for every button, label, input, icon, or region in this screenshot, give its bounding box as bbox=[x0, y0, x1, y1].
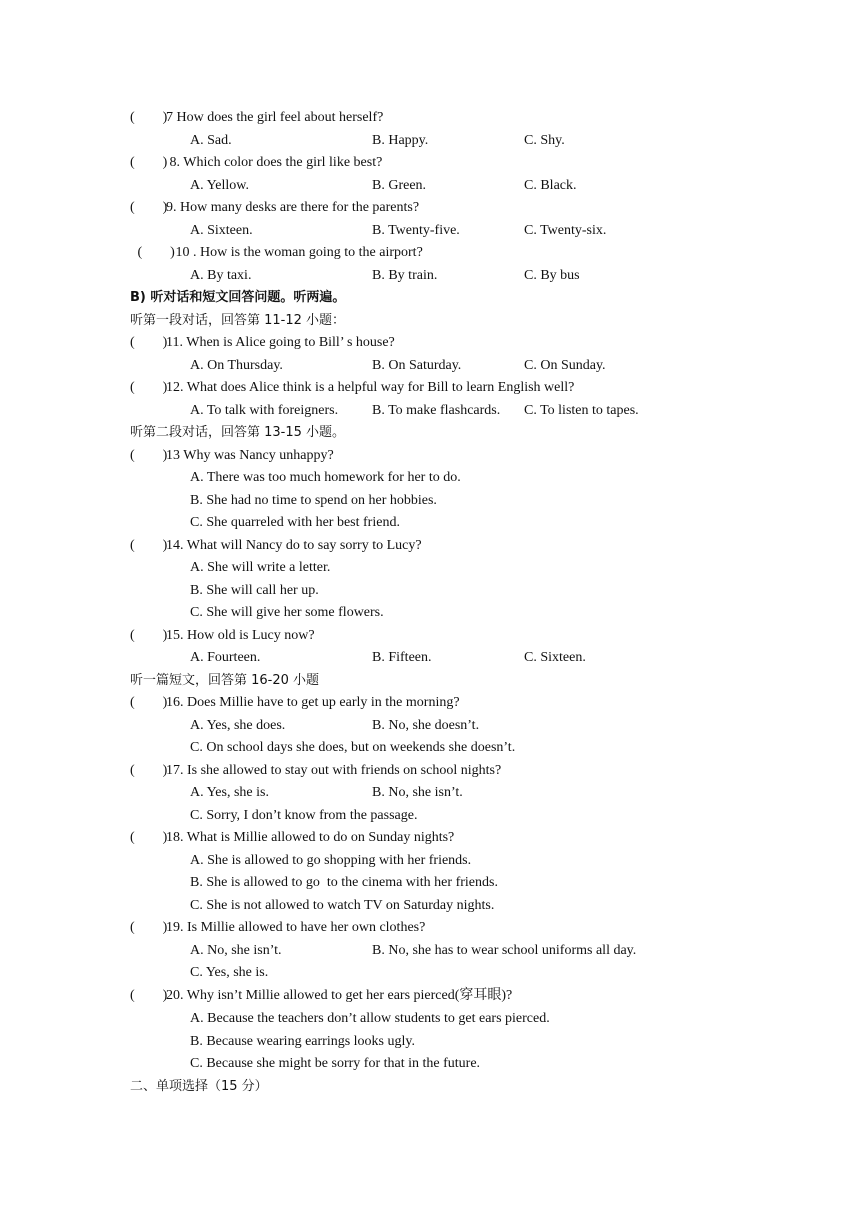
option-a: A. To talk with foreigners. bbox=[190, 402, 339, 418]
option-13c: C. She quarreled with her best friend. bbox=[190, 515, 400, 530]
options-12 bbox=[0, 400, 860, 423]
answer-blank: ( ) bbox=[130, 537, 168, 553]
option-b: B. No, she doesn’t. bbox=[372, 717, 480, 733]
option-c: C. Twenty-six. bbox=[524, 222, 607, 238]
option-c: C. Shy. bbox=[524, 132, 565, 148]
option-c: C. Black. bbox=[524, 177, 577, 193]
option-b: B. Twenty-five. bbox=[372, 222, 460, 238]
question-15 bbox=[0, 625, 860, 648]
answer-blank: ( ) bbox=[130, 987, 168, 1003]
answer-blank: ( ) bbox=[130, 380, 168, 395]
question-text: 10 . How is the woman going to the airport? bbox=[172, 245, 423, 260]
answer-blank: ( ) bbox=[130, 627, 168, 643]
answer-blank: ( ) bbox=[134, 245, 175, 260]
answer-blank: ( ) bbox=[130, 155, 168, 170]
question-8 bbox=[0, 152, 860, 175]
section-2-heading: 二、单项选择（15 分） bbox=[130, 1078, 268, 1094]
question-19 bbox=[0, 917, 860, 940]
option-13b: B. She had no time to spend on her hobbies. bbox=[190, 492, 437, 508]
dialogue-1-intro: 听第一段对话，回答第 11-12 小题： bbox=[130, 312, 346, 328]
option-a: A. Yes, she does. bbox=[190, 717, 286, 733]
option-17c: C. Sorry, I don’t know from the passage. bbox=[190, 807, 418, 823]
question-text: 20. Why isn’t Millie allowed to get her ears pierced(穿耳眼)? bbox=[166, 987, 513, 1003]
answer-blank: ( ) bbox=[130, 920, 168, 935]
question-text: 18. What is Millie allowed to do on Sunday nights? bbox=[166, 830, 455, 845]
question-9 bbox=[0, 197, 860, 220]
option-b: B. Green. bbox=[372, 177, 427, 193]
question-text: 17. Is she allowed to stay out with friends on school nights? bbox=[166, 762, 502, 778]
option-14b: B. She will call her up. bbox=[190, 582, 319, 598]
question-text: 12. What does Alice think is a helpful way for Bill to learn English well? bbox=[166, 380, 575, 395]
answer-blank: ( ) bbox=[130, 335, 168, 350]
option-20b: B. Because wearing earrings looks ugly. bbox=[190, 1033, 415, 1049]
options-8 bbox=[0, 175, 860, 198]
option-c: C. By bus bbox=[524, 267, 580, 283]
question-18 bbox=[0, 827, 860, 850]
option-14c: C. She will give her some flowers. bbox=[190, 605, 384, 620]
option-a: A. Sad. bbox=[190, 132, 232, 148]
question-text: 19. Is Millie allowed to have her own clothes? bbox=[166, 920, 426, 935]
option-b: B. By train. bbox=[372, 267, 438, 283]
options-11 bbox=[0, 355, 860, 378]
option-a: A. Yellow. bbox=[190, 177, 249, 193]
question-text: 15. How old is Lucy now? bbox=[166, 627, 315, 643]
answer-blank: ( ) bbox=[130, 110, 168, 125]
question-text: 13 Why was Nancy unhappy? bbox=[166, 447, 334, 463]
option-13a: A. There was too much homework for her to do. bbox=[190, 470, 461, 485]
question-text: 7 How does the girl feel about herself? bbox=[166, 110, 384, 125]
option-20c: C. Because she might be sorry for that in the future. bbox=[190, 1056, 481, 1071]
option-a: A. Yes, she is. bbox=[190, 785, 269, 800]
question-12 bbox=[0, 377, 860, 400]
option-a: A. On Thursday. bbox=[190, 357, 283, 373]
options-19 bbox=[0, 940, 860, 963]
option-18c: C. She is not allowed to watch TV on Saturday nights. bbox=[190, 897, 495, 913]
dialogue-2-intro: 听第二段对话，回答第 13-15 小题。 bbox=[130, 425, 346, 440]
option-14a: A. She will write a letter. bbox=[190, 560, 331, 575]
option-18a: A. She is allowed to go shopping with her friends. bbox=[190, 852, 472, 868]
question-7 bbox=[0, 107, 860, 130]
question-13 bbox=[0, 445, 860, 468]
options-7 bbox=[0, 130, 860, 153]
option-b: B. On Saturday. bbox=[372, 357, 462, 373]
option-b: B. Happy. bbox=[372, 132, 429, 148]
option-b: B. To make flashcards. bbox=[372, 402, 501, 418]
option-16c: C. On school days she does, but on weekends she doesn’t. bbox=[190, 740, 516, 755]
option-c: C. On Sunday. bbox=[524, 357, 606, 373]
answer-blank: ( ) bbox=[130, 762, 168, 778]
options-16 bbox=[0, 715, 860, 738]
option-18b: B. She is allowed to go to the cinema with her friends. bbox=[190, 875, 498, 890]
options-9 bbox=[0, 220, 860, 243]
option-c: C. To listen to tapes. bbox=[524, 402, 639, 418]
option-a: A. No, she isn’t. bbox=[190, 942, 282, 958]
option-20a: A. Because the teachers don’t allow students to get ears pierced. bbox=[190, 1011, 550, 1026]
answer-blank: ( ) bbox=[130, 695, 168, 710]
passage-intro: 听一篇短文，回答第 16-20 小题 bbox=[130, 672, 320, 688]
answer-blank: ( ) bbox=[130, 200, 168, 215]
question-text: 11. When is Alice going to Bill’ s house? bbox=[166, 335, 395, 350]
question-17 bbox=[0, 760, 860, 783]
option-a: A. Sixteen. bbox=[190, 222, 253, 238]
question-text: 16. Does Millie have to get up early in the morning? bbox=[166, 695, 460, 710]
options-15 bbox=[0, 647, 860, 670]
question-text: 8. Which color does the girl like best? bbox=[166, 155, 383, 170]
options-17 bbox=[0, 782, 860, 805]
answer-blank: ( ) bbox=[130, 830, 168, 845]
answer-blank: ( ) bbox=[130, 447, 168, 463]
options-10 bbox=[0, 265, 860, 288]
question-16 bbox=[0, 692, 860, 715]
question-10 bbox=[0, 242, 860, 265]
question-20 bbox=[0, 985, 860, 1008]
option-a: A. Fourteen. bbox=[190, 650, 261, 665]
question-14 bbox=[0, 535, 860, 558]
option-b: B. No, she has to wear school uniforms all day. bbox=[372, 942, 637, 958]
question-11 bbox=[0, 332, 860, 355]
option-b: B. Fifteen. bbox=[372, 650, 432, 665]
question-text: 14. What will Nancy do to say sorry to Lucy? bbox=[166, 537, 422, 553]
option-a: A. By taxi. bbox=[190, 267, 252, 283]
question-text: 9. How many desks are there for the parents? bbox=[166, 200, 420, 215]
option-19c: C. Yes, she is. bbox=[190, 965, 269, 980]
section-b-heading: B) 听对话和短文回答问题。听两遍。 bbox=[130, 290, 346, 305]
option-b: B. No, she isn’t. bbox=[372, 785, 463, 800]
option-c: C. Sixteen. bbox=[524, 650, 586, 665]
